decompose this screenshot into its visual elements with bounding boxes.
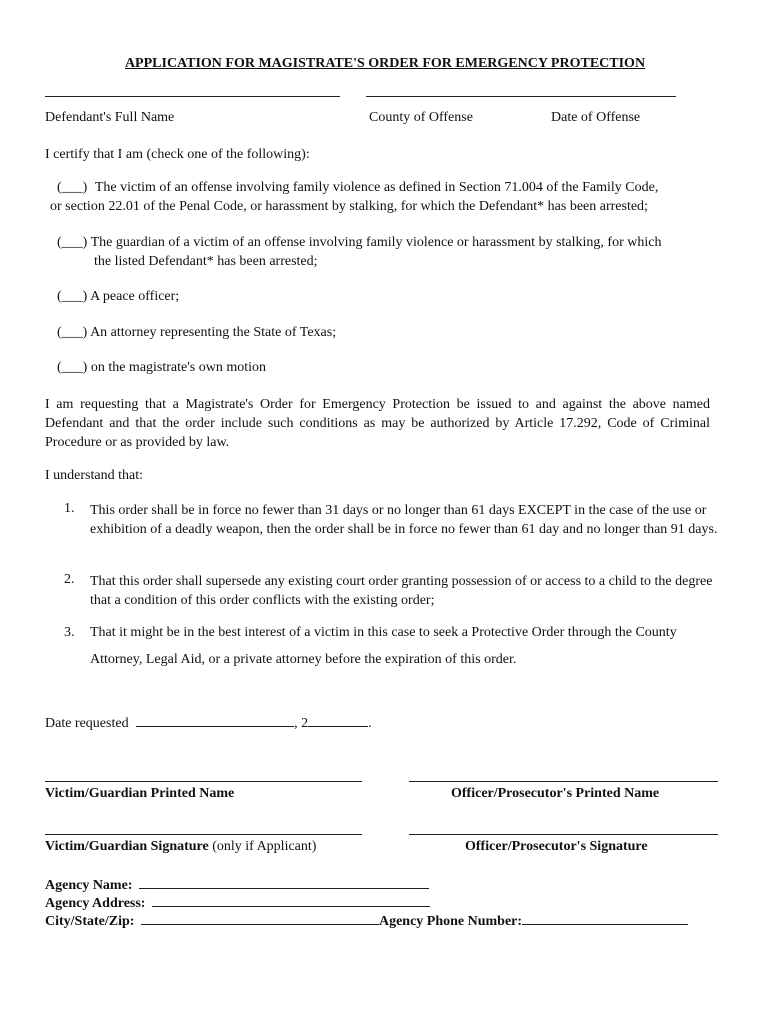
victim-signature-note: (only if Applicant): [212, 839, 317, 854]
option-attorney[interactable]: [57, 325, 336, 341]
option-victim-cont: or section 22.01 of the Penal Code, or harassment by stalking, for which the Defendant* has been arrested;: [50, 199, 648, 214]
agency-phone-label: Agency Phone Number:: [378, 914, 523, 929]
option-guardian[interactable]: [57, 235, 661, 251]
option-text: The victim of an offense involving family violence as defined in Section 71.004 of the Family Code,: [94, 180, 659, 195]
city-state-zip-field[interactable]: [141, 911, 379, 925]
understand-item-3-cont: Attorney, Legal Aid, or a private attorney before the expiration of this order.: [90, 652, 517, 667]
defendant-name-line[interactable]: [45, 96, 340, 97]
date-requested-row: [45, 713, 372, 732]
agency-name-row: [45, 875, 429, 894]
checkbox-blank[interactable]: (___): [57, 289, 88, 304]
officer-printed-name-label: Officer/Prosecutor's Printed Name: [451, 786, 660, 801]
officer-printed-name-line[interactable]: [409, 781, 718, 782]
agency-address-row: [45, 893, 430, 912]
option-text: on the magistrate's own motion: [90, 360, 266, 375]
agency-name-field[interactable]: [139, 875, 429, 889]
agency-address-label: Agency Address:: [45, 896, 146, 911]
item-number: 3.: [64, 625, 75, 640]
understand-item-2: That this order shall supersede any existing court order granting possession of or access to a child to the degree that a condition of this order conflicts with the existing order;: [90, 574, 713, 608]
item-number: 1.: [64, 501, 75, 516]
option-magistrate-motion[interactable]: [57, 360, 266, 376]
understand-intro: I understand that:: [45, 468, 143, 483]
certify-intro: I certify that I am (check one of the following):: [45, 147, 310, 162]
request-paragraph: I am requesting that a Magistrate's Order for Emergency Protection be issued to and against the above named Defendant and that the order include such conditions as may be authorized by Article 17.292, Code of Criminal Procedure or as provided by law.: [45, 397, 710, 450]
option-guardian-cont: the listed Defendant* has been arrested;: [94, 254, 318, 269]
victim-printed-name-line[interactable]: [45, 781, 362, 782]
date-of-offense-label: Date of Offense: [551, 110, 641, 125]
victim-signature-label: [45, 839, 316, 855]
defendant-name-label: Defendant's Full Name: [45, 110, 175, 125]
victim-signature-title: Victim/Guardian Signature: [45, 839, 209, 854]
agency-name-label: Agency Name:: [45, 878, 133, 893]
officer-signature-line[interactable]: [409, 834, 718, 835]
item-number: 2.: [64, 572, 75, 587]
date-requested-label: Date requested: [45, 716, 129, 731]
date-requested-day-field[interactable]: [136, 713, 294, 727]
county-label: County of Offense: [369, 110, 473, 125]
city-phone-row: [45, 911, 688, 930]
county-date-line[interactable]: [366, 96, 676, 97]
victim-printed-name-label: Victim/Guardian Printed Name: [45, 786, 235, 801]
date-end-period: .: [368, 716, 372, 731]
date-requested-year-field[interactable]: [308, 713, 368, 727]
checkbox-blank[interactable]: (___): [57, 235, 88, 250]
officer-signature-label: Officer/Prosecutor's Signature: [465, 839, 648, 854]
checkbox-blank[interactable]: (___): [57, 180, 88, 195]
option-text: An attorney representing the State of Texas;: [90, 325, 337, 340]
option-text: A peace officer;: [90, 289, 180, 304]
understand-item-1: This order shall be in force no fewer than 31 days or no longer than 61 days EXCEPT in the case of the use or exhibition of a deadly weapon, then the order shall be in force no fewer than 61 day and no longer than 91 days.: [90, 503, 718, 537]
agency-phone-field[interactable]: [522, 911, 688, 925]
option-victim[interactable]: [57, 180, 658, 196]
victim-signature-line[interactable]: [45, 834, 362, 835]
city-state-zip-label: City/State/Zip:: [45, 914, 135, 929]
option-text: The guardian of a victim of an offense involving family violence or harassment by stalking, for which: [90, 235, 662, 250]
form-title: APPLICATION FOR MAGISTRATE'S ORDER FOR EMERGENCY PROTECTION: [124, 56, 646, 71]
option-peace-officer[interactable]: [57, 289, 179, 305]
year-prefix: , 2: [294, 716, 309, 731]
checkbox-blank[interactable]: (___): [57, 325, 88, 340]
understand-item-3: That it might be in the best interest of a victim in this case to seek a Protective Order through the County: [90, 625, 677, 640]
checkbox-blank[interactable]: (___): [57, 360, 88, 375]
agency-address-field[interactable]: [152, 893, 430, 907]
